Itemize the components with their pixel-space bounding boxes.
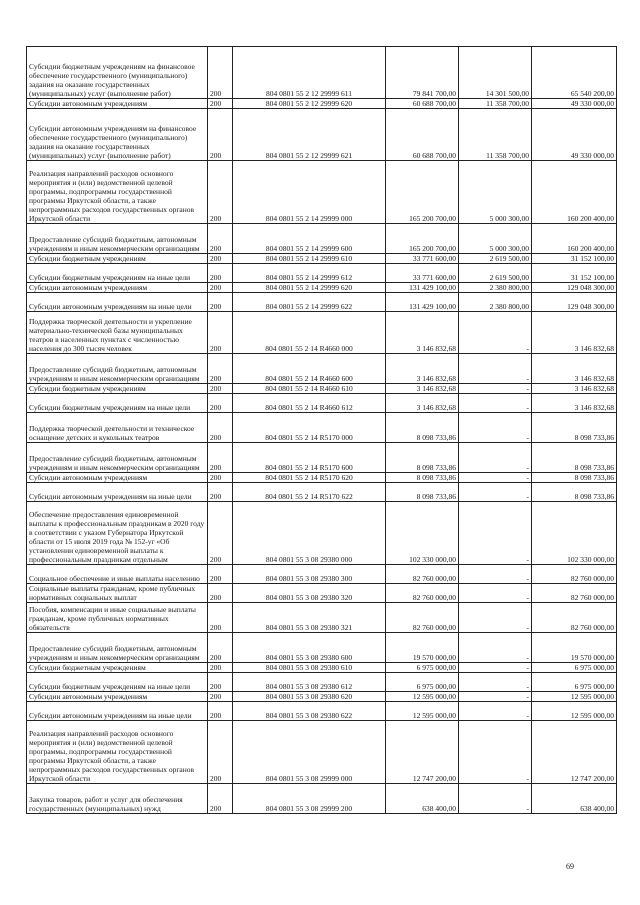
row-classification: 804 0801 55 2 14 R5170 000	[233, 413, 386, 443]
row-classification: 804 0801 55 3 08 29380 300	[233, 565, 386, 584]
row-code: 200	[208, 283, 233, 293]
row-amount-second: 2 619 500,00	[459, 264, 532, 283]
row-classification: 804 0801 55 3 08 29380 612	[233, 673, 386, 692]
row-classification: 804 0801 55 3 08 29380 600	[233, 633, 386, 663]
table-row	[27, 483, 617, 502]
row-amount-third: 31 152 100,00	[532, 264, 617, 283]
row-name: Субсидии бюджетным учреждениям на иные цели	[27, 264, 208, 283]
row-name: Субсидии автономным учреждениям	[27, 99, 208, 109]
row-code: 200	[208, 565, 233, 584]
row-amount-second: -	[459, 584, 532, 603]
row-classification: 804 0801 55 2 14 29999 610	[233, 254, 386, 264]
row-code: 200	[208, 633, 233, 663]
table-row	[27, 663, 617, 673]
row-classification: 804 0801 55 2 14 29999 600	[233, 224, 386, 254]
table-row	[27, 109, 617, 161]
row-name: Предоставление субсидий бюджетным, автономным учреждениям и иным некоммерческим организациям	[27, 224, 208, 254]
table-row	[27, 99, 617, 109]
row-amount-third: 12 747 200,00	[532, 721, 617, 784]
row-code: 200	[208, 224, 233, 254]
row-code: 200	[208, 483, 233, 502]
row-amount-second: -	[459, 312, 532, 354]
row-amount-total: 12 595 000,00	[386, 692, 459, 702]
row-amount-second: 5 000 300,00	[459, 161, 532, 224]
row-amount-third: 19 570 000,00	[532, 633, 617, 663]
row-amount-total: 12 747 200,00	[386, 721, 459, 784]
row-name: Субсидии автономным учреждениям на иные цели	[27, 293, 208, 312]
row-classification: 804 0801 55 2 12 29999 611	[233, 47, 386, 99]
row-classification: 804 0801 55 3 08 29999 200	[233, 784, 386, 814]
row-amount-second: 5 000 300,00	[459, 224, 532, 254]
table-row	[27, 293, 617, 312]
row-amount-second: -	[459, 565, 532, 584]
table-row	[27, 721, 617, 784]
row-amount-total: 8 098 733,86	[386, 483, 459, 502]
row-amount-third: 49 330 000,00	[532, 99, 617, 109]
row-amount-second: 2 380 800,00	[459, 283, 532, 293]
row-amount-third: 160 200 400,00	[532, 224, 617, 254]
row-amount-third: 3 146 832,68	[532, 394, 617, 413]
row-amount-third: 3 146 832,68	[532, 312, 617, 354]
row-code: 200	[208, 99, 233, 109]
row-name: Поддержка творческой деятельности и укрепление материально-технической базы муниципальных театров в населенных пунктах с численностью населения до 300 тысяч человек	[27, 312, 208, 354]
page-number: 69	[566, 862, 574, 871]
row-name: Субсидии бюджетным учреждениям	[27, 384, 208, 394]
row-amount-second: 2 380 800,00	[459, 293, 532, 312]
row-code: 200	[208, 584, 233, 603]
row-code: 200	[208, 384, 233, 394]
row-classification: 804 0801 55 3 08 29380 321	[233, 603, 386, 633]
row-amount-total: 131 429 100,00	[386, 293, 459, 312]
row-classification: 804 0801 55 2 14 R5170 622	[233, 483, 386, 502]
row-classification: 804 0801 55 2 14 R5170 600	[233, 443, 386, 473]
row-name: Субсидии автономным учреждениям на иные цели	[27, 483, 208, 502]
budget-table	[26, 46, 617, 814]
table-row	[27, 254, 617, 264]
table-row	[27, 443, 617, 473]
row-code: 200	[208, 264, 233, 283]
row-amount-total: 12 595 000,00	[386, 702, 459, 721]
row-code: 200	[208, 47, 233, 99]
row-amount-total: 33 771 600,00	[386, 264, 459, 283]
row-classification: 804 0801 55 2 14 29999 620	[233, 283, 386, 293]
row-code: 200	[208, 312, 233, 354]
row-amount-second: -	[459, 633, 532, 663]
row-amount-third: 31 152 100,00	[532, 254, 617, 264]
table-row	[27, 283, 617, 293]
row-amount-total: 8 098 733,86	[386, 443, 459, 473]
table-row	[27, 264, 617, 283]
row-amount-total: 102 330 000,00	[386, 502, 459, 565]
row-classification: 804 0801 55 3 08 29380 000	[233, 502, 386, 565]
row-amount-third: 82 760 000,00	[532, 565, 617, 584]
row-amount-second: -	[459, 721, 532, 784]
row-name: Субсидии бюджетным учреждениям на финансовое обеспечение государственного (муниципального) задания на оказание государственных (муниципальных) услуг (выполнение работ)	[27, 47, 208, 99]
row-amount-third: 129 048 300,00	[532, 283, 617, 293]
row-amount-total: 60 688 700,00	[386, 99, 459, 109]
row-classification: 804 0801 55 3 08 29380 320	[233, 584, 386, 603]
row-amount-second: -	[459, 354, 532, 384]
row-code: 200	[208, 473, 233, 483]
row-amount-total: 165 200 700,00	[386, 224, 459, 254]
row-classification: 804 0801 55 2 14 29999 622	[233, 293, 386, 312]
row-amount-total: 3 146 832,68	[386, 394, 459, 413]
row-amount-third: 129 048 300,00	[532, 293, 617, 312]
row-code: 200	[208, 354, 233, 384]
row-amount-total: 3 146 832,68	[386, 384, 459, 394]
row-amount-total: 8 098 733,86	[386, 473, 459, 483]
row-amount-total: 8 098 733,86	[386, 413, 459, 443]
row-code: 200	[208, 784, 233, 814]
row-amount-second: 2 619 500,00	[459, 254, 532, 264]
row-amount-total: 3 146 832,68	[386, 312, 459, 354]
table-row	[27, 692, 617, 702]
row-amount-total: 82 760 000,00	[386, 584, 459, 603]
row-name: Субсидии автономным учреждениям	[27, 473, 208, 483]
row-classification: 804 0801 55 2 14 29999 612	[233, 264, 386, 283]
row-amount-third: 102 330 000,00	[532, 502, 617, 565]
table-row	[27, 161, 617, 224]
row-amount-second: -	[459, 384, 532, 394]
row-amount-second: -	[459, 483, 532, 502]
row-code: 200	[208, 443, 233, 473]
row-classification: 804 0801 55 3 08 29380 620	[233, 692, 386, 702]
row-classification: 804 0801 55 2 14 29999 000	[233, 161, 386, 224]
row-code: 200	[208, 603, 233, 633]
row-amount-third: 6 975 000,00	[532, 673, 617, 692]
row-classification: 804 0801 55 2 14 R4660 000	[233, 312, 386, 354]
row-name: Субсидии автономным учреждениям на иные цели	[27, 702, 208, 721]
table-row	[27, 224, 617, 254]
table-row	[27, 413, 617, 443]
row-amount-total: 3 146 832,68	[386, 354, 459, 384]
row-code: 200	[208, 109, 233, 161]
row-amount-third: 65 540 200,00	[532, 47, 617, 99]
row-code: 200	[208, 413, 233, 443]
row-amount-second: 14 301 500,00	[459, 47, 532, 99]
row-amount-second: -	[459, 413, 532, 443]
row-amount-third: 160 200 400,00	[532, 161, 617, 224]
row-name: Обеспечение предоставления единовременной выплаты к профессиональным праздникам в 2020 году в соответствии с указом Губернатора Иркутской области от 15 июля 2019 года № 152-уг «Об установлении единовременной выплаты к профессиональным праздникам отдельным	[27, 502, 208, 565]
row-name: Субсидии автономным учреждениям	[27, 283, 208, 293]
table-row	[27, 702, 617, 721]
row-amount-second: -	[459, 784, 532, 814]
row-amount-second: -	[459, 673, 532, 692]
table-row	[27, 473, 617, 483]
row-amount-second: -	[459, 473, 532, 483]
row-amount-total: 638 400,00	[386, 784, 459, 814]
row-classification: 804 0801 55 2 14 R4660 612	[233, 394, 386, 413]
row-code: 200	[208, 394, 233, 413]
row-name: Реализация направлений расходов основного мероприятия и (или) ведомственной целевой программы, подпрограммы государственной программы Иркутской области, а также непрограммных расходов государственных органов Иркутской области	[27, 721, 208, 784]
row-amount-second: 11 358 700,00	[459, 99, 532, 109]
row-name: Реализация направлений расходов основного мероприятия и (или) ведомственной целевой программы, подпрограммы государственной программы Иркутской области, а также непрограммных расходов государственных органов Иркутской области	[27, 161, 208, 224]
row-code: 200	[208, 673, 233, 692]
table-row	[27, 394, 617, 413]
row-name: Субсидии автономным учреждениям на финансовое обеспечение государственного (муниципального) задания на оказание государственных (муниципальных) услуг (выполнение работ)	[27, 109, 208, 161]
row-amount-third: 638 400,00	[532, 784, 617, 814]
row-name: Предоставление субсидий бюджетным, автономным учреждениям и иным некоммерческим организациям	[27, 633, 208, 663]
row-amount-total: 19 570 000,00	[386, 633, 459, 663]
table-row	[27, 603, 617, 633]
row-classification: 804 0801 55 3 08 29380 622	[233, 702, 386, 721]
table-row	[27, 502, 617, 565]
row-amount-second: 11 358 700,00	[459, 109, 532, 161]
row-amount-total: 33 771 600,00	[386, 254, 459, 264]
row-code: 200	[208, 692, 233, 702]
row-code: 200	[208, 293, 233, 312]
table-row	[27, 673, 617, 692]
row-name: Субсидии бюджетным учреждениям	[27, 663, 208, 673]
row-amount-total: 79 841 700,00	[386, 47, 459, 99]
row-name: Субсидии бюджетным учреждениям	[27, 254, 208, 264]
row-amount-third: 8 098 733,86	[532, 443, 617, 473]
row-name: Субсидии бюджетным учреждениям на иные цели	[27, 673, 208, 692]
table-row	[27, 584, 617, 603]
row-code: 200	[208, 721, 233, 784]
row-amount-third: 49 330 000,00	[532, 109, 617, 161]
row-amount-third: 8 098 733,86	[532, 473, 617, 483]
budget-table-body	[27, 47, 617, 814]
table-row	[27, 633, 617, 663]
row-amount-second: -	[459, 663, 532, 673]
row-amount-third: 12 595 000,00	[532, 702, 617, 721]
row-name: Пособия, компенсации и иные социальные выплаты гражданам, кроме публичных нормативных обязательств	[27, 603, 208, 633]
row-name: Социальное обеспечение и иные выплаты населению	[27, 565, 208, 584]
table-row	[27, 565, 617, 584]
table-row	[27, 354, 617, 384]
document-page	[26, 46, 614, 814]
row-classification: 804 0801 55 2 12 29999 621	[233, 109, 386, 161]
row-name: Субсидии автономным учреждениям	[27, 692, 208, 702]
row-amount-total: 6 975 000,00	[386, 663, 459, 673]
row-classification: 804 0801 55 3 08 29999 000	[233, 721, 386, 784]
row-code: 200	[208, 161, 233, 224]
row-amount-third: 3 146 832,68	[532, 384, 617, 394]
table-row	[27, 784, 617, 814]
row-amount-total: 6 975 000,00	[386, 673, 459, 692]
row-classification: 804 0801 55 2 12 29999 620	[233, 99, 386, 109]
row-classification: 804 0801 55 2 14 R4660 600	[233, 354, 386, 384]
row-name: Предоставление субсидий бюджетным, автономным учреждениям и иным некоммерческим организациям	[27, 443, 208, 473]
row-amount-second: -	[459, 603, 532, 633]
row-amount-second: -	[459, 702, 532, 721]
row-amount-second: -	[459, 692, 532, 702]
row-amount-second: -	[459, 502, 532, 565]
row-code: 200	[208, 254, 233, 264]
row-name: Субсидии бюджетным учреждениям на иные цели	[27, 394, 208, 413]
table-row	[27, 312, 617, 354]
row-classification: 804 0801 55 3 08 29380 610	[233, 663, 386, 673]
row-amount-total: 131 429 100,00	[386, 283, 459, 293]
row-classification: 804 0801 55 2 14 R4660 610	[233, 384, 386, 394]
row-name: Закупка товаров, работ и услуг для обеспечения государственных (муниципальных) нужд	[27, 784, 208, 814]
row-amount-total: 82 760 000,00	[386, 603, 459, 633]
row-amount-second: -	[459, 443, 532, 473]
row-name: Социальные выплаты гражданам, кроме публичных нормативных социальных выплат	[27, 584, 208, 603]
row-amount-third: 82 760 000,00	[532, 603, 617, 633]
row-code: 200	[208, 702, 233, 721]
table-row	[27, 47, 617, 99]
row-amount-total: 82 760 000,00	[386, 565, 459, 584]
row-amount-third: 3 146 832,68	[532, 354, 617, 384]
row-amount-third: 12 595 000,00	[532, 692, 617, 702]
row-amount-total: 60 688 700,00	[386, 109, 459, 161]
row-amount-total: 165 200 700,00	[386, 161, 459, 224]
row-name: Предоставление субсидий бюджетным, автономным учреждениям и иным некоммерческим организациям	[27, 354, 208, 384]
row-name: Поддержка творческой деятельности и техническое оснащение детских и кукольных театров	[27, 413, 208, 443]
row-classification: 804 0801 55 2 14 R5170 620	[233, 473, 386, 483]
row-amount-third: 6 975 000,00	[532, 663, 617, 673]
table-row	[27, 384, 617, 394]
row-amount-third: 82 760 000,00	[532, 584, 617, 603]
row-amount-third: 8 098 733,86	[532, 483, 617, 502]
row-amount-second: -	[459, 394, 532, 413]
row-code: 200	[208, 502, 233, 565]
row-code: 200	[208, 663, 233, 673]
row-amount-third: 8 098 733,86	[532, 413, 617, 443]
